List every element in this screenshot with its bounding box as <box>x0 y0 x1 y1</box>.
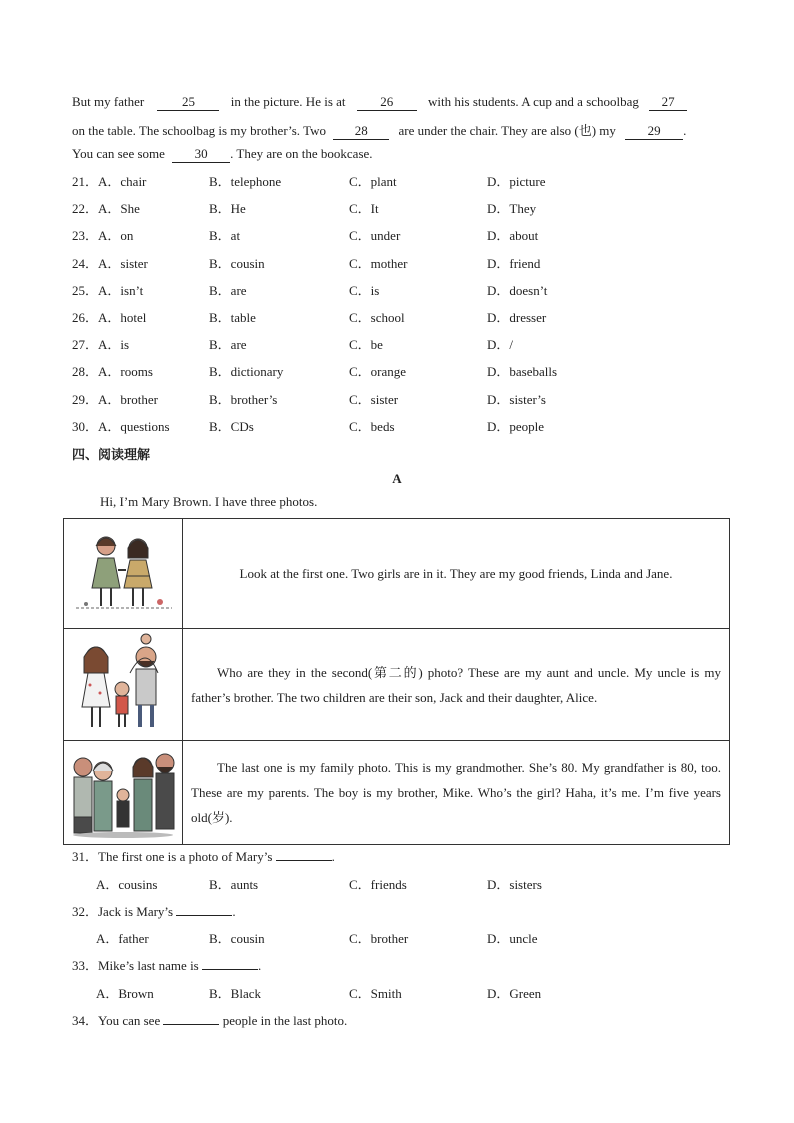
option-a <box>72 253 148 272</box>
option-d: D．They <box>487 201 537 217</box>
question-number: 27． <box>72 337 99 353</box>
question-stem: . <box>232 904 236 919</box>
option-b: B．table <box>209 310 256 325</box>
photo-text: Look at the first one. Two girls are in it. They are my good friends, Linda and Jane. <box>183 519 730 629</box>
option-c: C．school <box>349 310 405 325</box>
option-a <box>72 225 133 244</box>
option-a-text: A．sister <box>98 255 148 271</box>
option-b: B．He <box>209 201 246 217</box>
answer-blank <box>202 969 258 970</box>
question-stem: 34．You can see <box>72 1013 161 1028</box>
option-d: D．baseballs <box>487 364 558 380</box>
question-32 <box>72 901 236 920</box>
option-d: D．dresser <box>487 310 547 325</box>
option-d: D．uncle <box>487 931 538 946</box>
option-a <box>72 416 170 435</box>
question-number: 25． <box>72 282 99 298</box>
family-of-four-illustration-icon <box>68 633 178 733</box>
option-a: A．father <box>96 931 149 946</box>
passage-text: on the table. The schoolbag is my brother’s. Two <box>72 123 326 138</box>
photo-cell <box>64 629 183 741</box>
photo-cell <box>64 741 183 845</box>
option-a <box>72 307 146 326</box>
option-c: C．orange <box>349 364 407 380</box>
option-a-text: A．questions <box>98 418 170 434</box>
option-c: C．It <box>349 201 379 217</box>
passage-line-1 <box>72 94 722 111</box>
question-31-options <box>96 874 722 894</box>
passage-text: with his students. A cup and a schoolbag <box>428 94 639 109</box>
option-a: A．cousins <box>96 877 158 892</box>
option-c: C．mother <box>349 255 408 271</box>
answer-blank <box>176 915 232 916</box>
question-stem: . <box>258 958 262 973</box>
photo-text: The last one is my family photo. This is my grandmother. She’s 80. My grandfather is 80, too. These are my parents. The boy is my brother, Mike. Who’s the girl? Haha, it’s me. I’m five years old(岁). <box>183 741 730 845</box>
option-c: C．under <box>349 228 401 244</box>
option-a <box>72 171 146 190</box>
option-a <box>72 361 153 380</box>
reading-intro: Hi, I’m Mary Brown. I have three photos. <box>100 494 318 509</box>
passage-text: You can see some <box>72 146 165 161</box>
question-number: 28． <box>72 364 99 380</box>
question-stem: people in the last photo. <box>222 1013 348 1028</box>
cloze-option-row <box>72 198 722 218</box>
option-a <box>72 280 143 299</box>
option-d: D．doesn’t <box>487 282 548 298</box>
blank-25: 25 <box>157 94 219 111</box>
option-c: C．friends <box>349 877 407 892</box>
question-stem: . <box>331 849 335 864</box>
option-a-text: A．is <box>98 337 130 353</box>
option-c: C．beds <box>349 418 395 434</box>
question-number: 29． <box>72 391 99 407</box>
section-heading: 四、阅读理解 <box>72 448 151 463</box>
option-b: B．dictionary <box>209 364 284 380</box>
photo-table <box>63 518 730 845</box>
cloze-option-row <box>72 361 722 381</box>
option-a: A．Brown <box>96 986 154 1001</box>
option-b: B．are <box>209 337 247 353</box>
option-d: D．sisters <box>487 877 542 892</box>
blank-30: 30 <box>172 146 230 163</box>
question-number: 30． <box>72 418 99 434</box>
blank-28: 28 <box>333 123 389 140</box>
question-number: 23． <box>72 228 99 244</box>
answer-blank <box>163 1024 219 1025</box>
option-a-text: A．chair <box>98 174 147 189</box>
option-b: B．aunts <box>209 877 259 892</box>
option-b: B．brother’s <box>209 391 278 407</box>
option-d: D．Green <box>487 986 542 1001</box>
reading-title: A <box>392 471 402 486</box>
option-a <box>72 334 129 353</box>
photo-row <box>64 741 730 845</box>
question-stem: 32．Jack is Mary’s <box>72 904 174 919</box>
blank-29: 29 <box>625 123 683 140</box>
passage-text: in the picture. He is at <box>230 94 346 109</box>
option-b: B．are <box>209 282 247 298</box>
question-stem: 31．The first one is a photo of Mary’s <box>72 849 273 864</box>
option-b: B．at <box>209 228 241 244</box>
photo-cell <box>64 519 183 629</box>
cloze-option-row <box>72 416 722 436</box>
option-a-text: A．isn’t <box>98 282 144 298</box>
blank-26: 26 <box>357 94 417 111</box>
option-a-text: A．rooms <box>98 364 153 380</box>
option-b: B．cousin <box>209 931 265 946</box>
option-c: C．plant <box>349 174 397 189</box>
passage-text: are under the chair. They are also (也) my <box>398 123 616 138</box>
question-stem: 33．Mike’s last name is <box>72 958 199 973</box>
answer-blank <box>276 860 332 861</box>
passage-line-2 <box>72 120 686 140</box>
option-c: C．sister <box>349 391 399 407</box>
question-number: 21． <box>72 174 99 189</box>
option-d: D．friend <box>487 255 541 271</box>
option-c: C．brother <box>349 931 409 946</box>
family-of-six-illustration-icon <box>67 743 179 839</box>
question-number: 22． <box>72 201 99 217</box>
question-31 <box>72 846 335 865</box>
option-b: B．Black <box>209 986 261 1001</box>
passage-text: But my father <box>72 94 145 109</box>
photo-row <box>64 629 730 741</box>
passage-text: . They are on the bookcase. <box>230 146 373 161</box>
option-d: D．sister’s <box>487 391 546 407</box>
cloze-option-row <box>72 225 722 245</box>
photo-text: Who are they in the second(第二的) photo? These are my aunt and uncle. My uncle is my father’s brother. The two children are their son, Jack and their daughter, Alice. <box>183 629 730 741</box>
option-a-text: A．brother <box>98 391 158 407</box>
option-c: C．be <box>349 337 383 353</box>
question-33-options <box>96 983 722 1003</box>
option-b: B．telephone <box>209 174 282 189</box>
option-d: D．picture <box>487 174 546 189</box>
option-d: D．/ <box>487 337 514 353</box>
option-a <box>72 389 158 408</box>
photo-row <box>64 519 730 629</box>
option-a-text: A．She <box>98 201 140 217</box>
option-a <box>72 198 140 217</box>
option-d: D．about <box>487 228 539 244</box>
option-c: C．Smith <box>349 986 402 1001</box>
cloze-option-row <box>72 389 722 409</box>
option-b: B．cousin <box>209 255 265 271</box>
question-number: 26． <box>72 310 99 325</box>
option-a-text: A．on <box>98 228 134 244</box>
question-33 <box>72 955 261 974</box>
question-number: 24． <box>72 255 99 271</box>
option-b: B．CDs <box>209 418 254 434</box>
question-34 <box>72 1010 347 1029</box>
question-32-options <box>96 928 722 948</box>
blank-27: 27 <box>649 94 687 111</box>
cloze-option-row <box>72 280 722 300</box>
option-d: D．people <box>487 418 545 434</box>
passage-line-3 <box>72 146 373 163</box>
cloze-option-row <box>72 307 722 327</box>
option-c: C．is <box>349 282 380 298</box>
two-girls-illustration-icon <box>68 524 178 620</box>
cloze-option-row <box>72 253 722 273</box>
option-a-text: A．hotel <box>98 310 147 325</box>
passage-text: . <box>683 123 687 138</box>
cloze-option-row <box>72 334 722 354</box>
cloze-option-row <box>72 171 722 191</box>
